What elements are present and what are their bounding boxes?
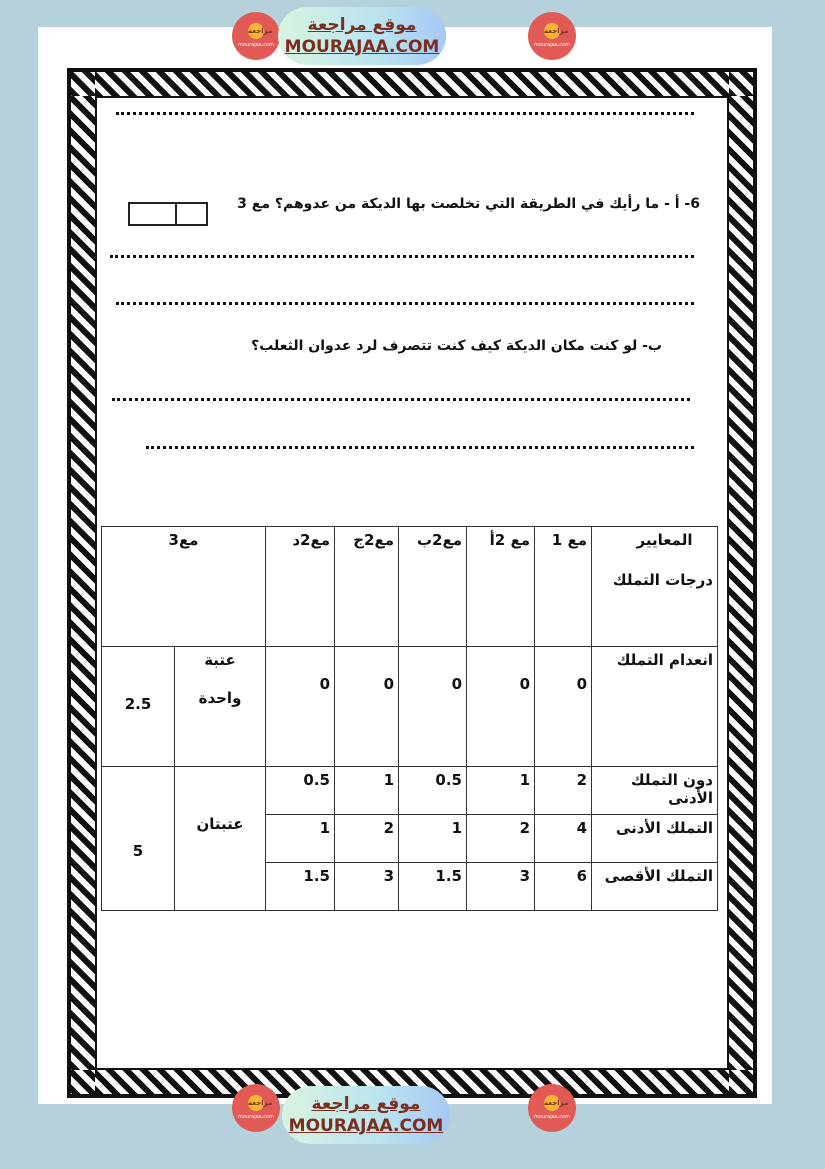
- answer-line: [146, 446, 694, 449]
- answer-line: [110, 255, 694, 258]
- cell-value: 0: [399, 647, 467, 767]
- cell-value: 1.5: [266, 863, 335, 911]
- row-label: دون التملك الأدنى: [592, 767, 718, 815]
- cell-value: 1.5: [399, 863, 467, 911]
- threshold-label: عتبة واحدة: [175, 647, 266, 767]
- cell-value: 1: [467, 767, 535, 815]
- site-badge-top[interactable]: [278, 7, 446, 65]
- cell-value: 0: [335, 647, 399, 767]
- cell-value: 2: [335, 815, 399, 863]
- site-name-latin[interactable]: MOURAJAA.COM: [288, 1116, 444, 1136]
- cell-value: 4: [535, 815, 592, 863]
- site-logo-icon: مراجعة mourajaa.com: [232, 1084, 280, 1132]
- site-name-arabic[interactable]: موقع مراجعة: [307, 15, 417, 35]
- header-cell: مع2ج: [335, 527, 399, 647]
- header-cell: مع 2أ: [467, 527, 535, 647]
- row-label: التملك الأدنى: [592, 815, 718, 863]
- cell-value: 0: [266, 647, 335, 767]
- header-cell: مع2ب: [399, 527, 467, 647]
- answer-line: [116, 112, 694, 115]
- question-6b: ب- لو كنت مكان الديكة كيف كنت تتصرف لرد عدوان الثعلب؟: [251, 338, 662, 354]
- site-logo-icon: مراجعة mourajaa.com: [232, 12, 280, 60]
- grading-table: [101, 526, 718, 911]
- cell-value: 3: [335, 863, 399, 911]
- cell-value: 0.5: [266, 767, 335, 815]
- row-label: انعدام التملك: [592, 647, 718, 767]
- header-cell: مع2د: [266, 527, 335, 647]
- site-name-latin[interactable]: MOURAJAA.COM: [284, 37, 440, 57]
- threshold-score: 5: [102, 767, 175, 911]
- question-6a: 6- أ - ما رأيك في الطريقة التي تخلصت بها الديكة من عدوهم؟ مع 3: [237, 196, 700, 212]
- cell-value: 1: [266, 815, 335, 863]
- cell-value: 1: [335, 767, 399, 815]
- cell-value: 3: [467, 863, 535, 911]
- cell-value: 0: [535, 647, 592, 767]
- table-corner-cell: المعايير درجات التملك: [592, 527, 718, 647]
- answer-line: [112, 398, 690, 401]
- header-cell: مع3: [102, 527, 266, 647]
- cell-value: 2: [535, 767, 592, 815]
- threshold-label: عتبتان: [175, 767, 266, 911]
- threshold-score: 2.5: [102, 647, 175, 767]
- site-logo-icon: مراجعة mourajaa.com: [528, 12, 576, 60]
- answer-line: [116, 302, 694, 305]
- site-name-arabic[interactable]: موقع مراجعة: [311, 1094, 421, 1114]
- row-label: التملك الأقصى: [592, 863, 718, 911]
- cell-value: 6: [535, 863, 592, 911]
- cell-value: 2: [467, 815, 535, 863]
- score-box: [128, 202, 208, 226]
- cell-value: 0: [467, 647, 535, 767]
- site-logo-icon: مراجعة mourajaa.com: [528, 1084, 576, 1132]
- cell-value: 1: [399, 815, 467, 863]
- cell-value: 0.5: [399, 767, 467, 815]
- header-cell: مع 1: [535, 527, 592, 647]
- site-badge-bottom[interactable]: [282, 1086, 450, 1144]
